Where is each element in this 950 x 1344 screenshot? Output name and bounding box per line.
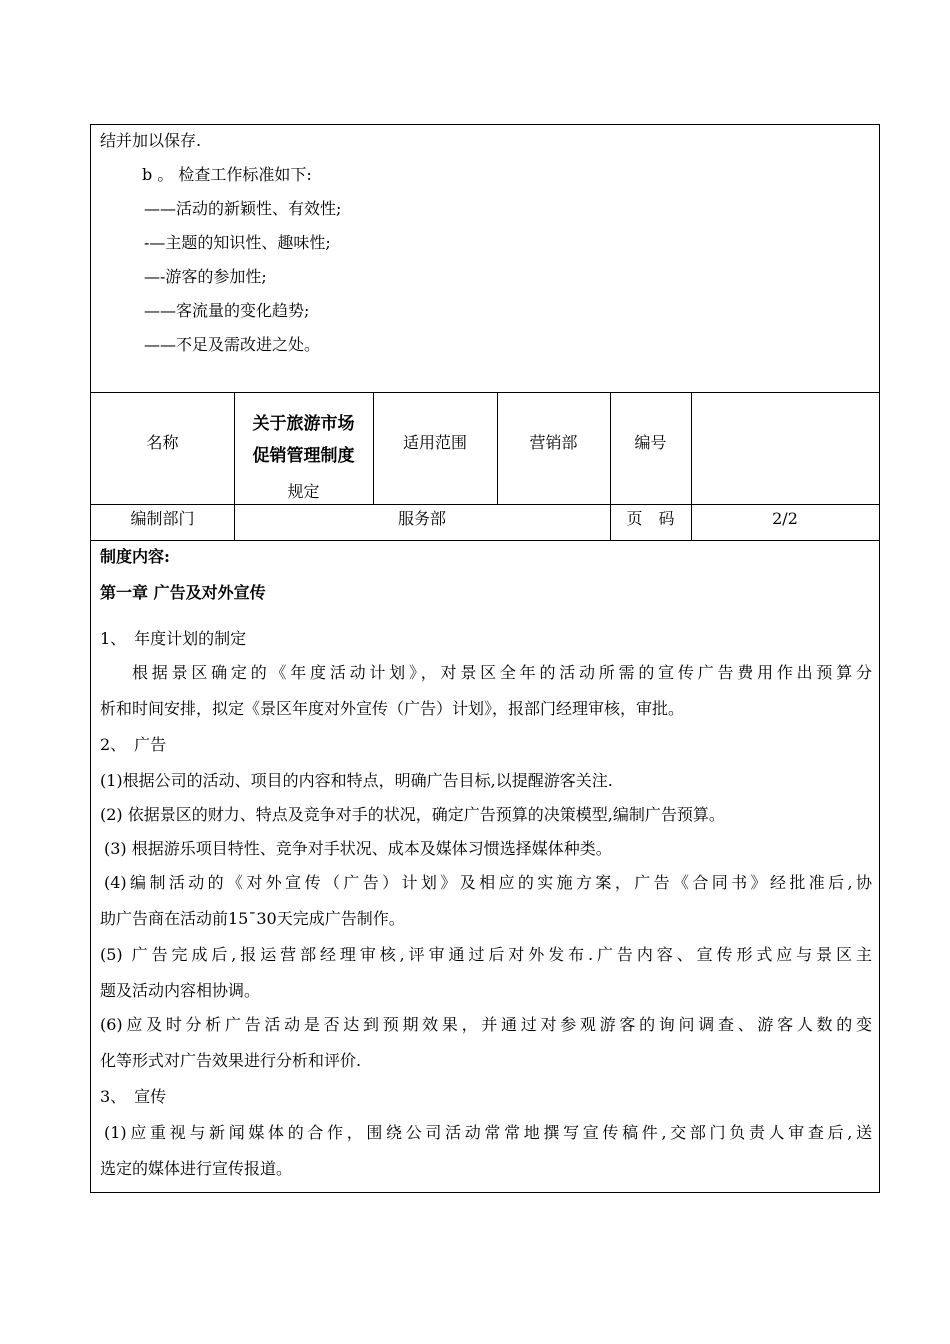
- list-item: (2) 依据景区的财力、特点及竞争对手的状况，确定广告预算的决策模型,编制广告预算。: [100, 805, 725, 824]
- content-heading: 制度内容:: [100, 547, 170, 566]
- section-title: 2、 广告: [100, 735, 167, 754]
- divider: [91, 504, 879, 505]
- name-value: 促销管理制度: [252, 446, 355, 466]
- list-item-continued: 化等形式对广告效果进行分析和评价.: [100, 1051, 362, 1070]
- criteria-item: ——不足及需改进之处。: [144, 335, 321, 354]
- chapter-title: 第一章 广告及对外宣传: [100, 583, 266, 602]
- list-item: (3) 根据游乐项目特性、竞争对手状况、成本及媒体习惯选择媒体种类。: [104, 839, 612, 858]
- paragraph-line: 析和时间安排，拟定《景区年度对外宣传（广告）计划》，报部门经理审核，审批。: [100, 699, 685, 718]
- section-title: 1、 年度计划的制定: [100, 629, 247, 648]
- criteria-item: ——客流量的变化趋势;: [144, 301, 310, 320]
- continued-text: 结并加以保存.: [100, 131, 202, 150]
- criteria-item: —-游客的参加性;: [144, 267, 267, 286]
- paragraph-line: 根据景区确定的《年度活动计划》，对景区全年的活动所需的宣传广告费用作出预算分: [132, 663, 872, 682]
- page-label: 页 码: [626, 509, 675, 528]
- dept-value: 服务部: [397, 509, 446, 528]
- document-table: [90, 124, 880, 1193]
- list-item-continued: 选定的媒体进行宣传报道。: [100, 1159, 293, 1178]
- divider: [91, 540, 879, 541]
- name-value: 规定: [287, 482, 320, 501]
- list-item-continued: 助广告商在活动前15¯30天完成广告制作。: [100, 909, 405, 928]
- criteria-item: -—主题的知识性、趣味性;: [144, 233, 331, 252]
- list-item: (6)应及时分析广告活动是否达到预期效果，并通过对参观游客的询问调查、游客人数的变: [100, 1015, 872, 1034]
- list-item: (4)编制活动的《对外宣传（广告）计划》及相应的实施方案，广告《合同书》经批准后,协: [104, 873, 872, 892]
- name-value: 关于旅游市场: [252, 414, 355, 434]
- scope-label: 适用范围: [402, 433, 467, 452]
- list-item: (1)根据公司的活动、项目的内容和特点，明确广告目标,以提醒游客关注.: [100, 771, 613, 790]
- dept-label: 编制部门: [130, 509, 195, 528]
- name-label: 名称: [146, 433, 179, 452]
- number-label: 编号: [634, 433, 667, 452]
- page-value: 2/2: [772, 509, 798, 528]
- criteria-item: ——活动的新颖性、有效性;: [144, 199, 342, 218]
- list-item-continued: 题及活动内容相协调。: [100, 981, 261, 1000]
- divider: [91, 392, 879, 393]
- list-item: (1)应重视与新闻媒体的合作，围绕公司活动常常地撰写宣传稿件,交部门负责人审查后,送: [104, 1123, 872, 1142]
- list-item: (5) 广告完成后,报运营部经理审核,评审通过后对外发布.广告内容、宣传形式应与景区主: [100, 945, 872, 964]
- criteria-intro: b 。 检查工作标准如下:: [142, 165, 312, 184]
- scope-value: 营销部: [529, 433, 578, 452]
- section-title: 3、 宣传: [100, 1087, 167, 1106]
